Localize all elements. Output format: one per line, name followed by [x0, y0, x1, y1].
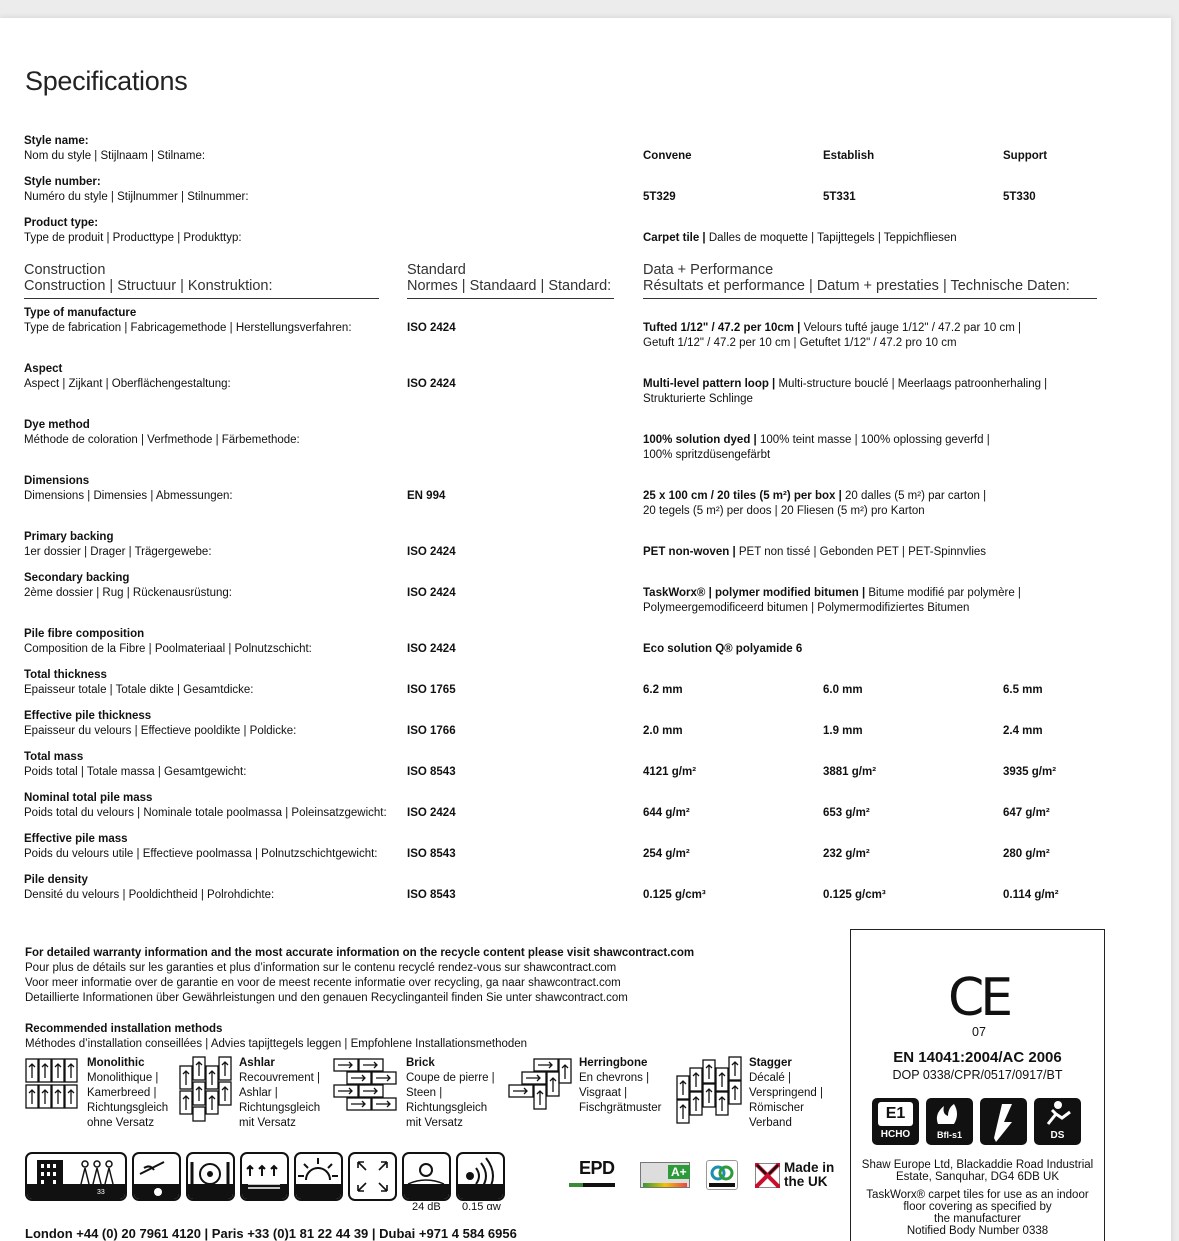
use-class-badge: 33	[97, 1189, 105, 1196]
row-standard: ISO 2424	[407, 643, 456, 655]
value-convene: 0.125 g/cm³	[643, 889, 706, 901]
style-number-label: Style number: Numéro du style | Stijlnummer | Stilnummer:	[24, 176, 249, 203]
row-label: Nominal total pile mass Poids total du velours | Nominale totale poolmassa | Poleinsatzgewicht:	[24, 792, 387, 819]
row-standard: ISO 1766	[407, 725, 456, 737]
ce-mark: CE	[948, 968, 1010, 1028]
rolling-load-icon	[348, 1152, 397, 1201]
value-establish: 653 g/m²	[823, 807, 870, 819]
product-type-label: Product type: Type de produit | Producttype | Produkttyp:	[24, 217, 242, 244]
row-standard: ISO 2424	[407, 546, 456, 558]
value-convene: 254 g/m²	[643, 848, 690, 860]
castor-chair-icon	[132, 1152, 181, 1201]
underfloor-heating-icon	[186, 1152, 235, 1201]
herringbone-pattern-icon	[508, 1058, 574, 1110]
stagger-pattern-icon	[676, 1056, 744, 1126]
row-label: Dye method Méthode de coloration | Verfmethode | Färbemethode:	[24, 419, 300, 446]
page-title: Specifications	[25, 66, 188, 96]
row-label: Pile density Densité du velours | Pooldichtheid | Polrohdichte:	[24, 874, 275, 901]
value-support: 647 g/m²	[1003, 807, 1050, 819]
standard-header: Standard Normes | Standaard | Standard:	[407, 262, 612, 294]
row-standard: ISO 8543	[407, 848, 456, 860]
row-standard: ISO 8543	[407, 889, 456, 901]
ce-year: 07	[972, 1025, 986, 1039]
slip-resistance-icon: DS	[1034, 1098, 1081, 1145]
style-name-convene: Convene	[643, 150, 692, 162]
warranty-text: For detailed warranty information and the most accurate information on the recycle content please visit shawcontract.com Pour plus de détails sur les garanties et plus d’information sur le contenu recyclé rendez-vous sur shawcontract.com Voor meer informatie over de garantie en voor de meest recente informatie over recycling, ga naar shawcontract.com Detaillierte Informationen über Gewährleistungen und den genauen Recyclinganteil finden Sie unter shawcontract.com	[25, 947, 695, 1004]
method-stagger: Stagger Décalé | Verspringend | Römischer Verband	[749, 1057, 823, 1129]
sound-absorption-icon	[456, 1152, 505, 1201]
row-standard: ISO 2424	[407, 378, 456, 390]
row-value: Multi-level pattern loop | Multi-structure bouclé | Meerlaags patroonherhaling | Strukturierte Schlinge	[643, 378, 1048, 405]
data-header: Data + Performance Résultats et performance | Datum + prestaties | Technische Daten:	[643, 262, 1070, 294]
row-label: Effective pile thickness Epaisseur du velours | Effectieve pooldikte | Poldicke:	[24, 710, 297, 737]
row-label: Aspect Aspect | Zijkant | Oberflächengestaltung:	[24, 363, 231, 390]
epd-logo-bar	[569, 1183, 615, 1187]
row-label: Secondary backing 2ème dossier | Rug | Rückenausrüstung:	[24, 572, 232, 599]
made-in-uk-label: Made in the UK	[784, 1160, 835, 1189]
value-establish: 0.125 g/cm³	[823, 889, 886, 901]
style-number-convene: 5T329	[643, 191, 676, 203]
row-label: Effective pile mass Poids du velours utile | Effectieve poolmassa | Polnutzschichtgewicht:	[24, 833, 378, 860]
value-establish: 1.9 mm	[823, 725, 863, 737]
method-herringbone: Herringbone En chevrons | Visgraat | Fischgrätmuster	[579, 1057, 662, 1114]
style-name-establish: Establish	[823, 150, 875, 162]
brick-pattern-icon	[333, 1058, 401, 1114]
row-standard: ISO 2424	[407, 587, 456, 599]
ce-standard: EN 14041:2004/AC 2006	[893, 1049, 1062, 1066]
value-establish: 232 g/m²	[823, 848, 870, 860]
value-convene: 2.0 mm	[643, 725, 683, 737]
method-monolithic: Monolithic Monolithique | Kamerbreed | Richtungsgleich ohne Versatz	[87, 1057, 169, 1129]
value-support: 0.114 g/m²	[1003, 889, 1059, 901]
row-value: Tufted 1/12" / 47.2 per 10cm | Velours tufté jauge 1/12" / 47.2 par 10 cm | Getuft 1/12" / 47.2 per 10 cm | Getuftet 1/12" / 47.2 pro 10 cm	[643, 322, 1021, 349]
value-support: 3935 g/m²	[1003, 766, 1057, 778]
row-value: TaskWorx® | polymer modified bitumen | Bitume modifié par polymère | Polymeergemodificeerd bitumen | Polymermodifiziertes Bitumen	[643, 587, 1021, 614]
construction-header: Construction Construction | Structuur | Konstruktion:	[24, 262, 273, 294]
ashlar-pattern-icon	[179, 1056, 233, 1124]
value-convene: 4121 g/m²	[643, 766, 697, 778]
row-standard: ISO 2424	[407, 807, 456, 819]
row-standard: ISO 2424	[407, 322, 456, 334]
impact-sound-value: 24 dB	[412, 1201, 441, 1213]
style-name-label: Style name: Nom du style | Stijlnaam | Stilname:	[24, 135, 206, 162]
sound-absorption-value: 0.15 αw	[462, 1201, 501, 1213]
indoor-air-aplus-logo: A+	[640, 1162, 690, 1188]
standard-rule	[407, 298, 614, 299]
cradle-to-cradle-logo	[706, 1160, 738, 1190]
row-value: 100% solution dyed | 100% teint masse | 100% oplossing geverfd | 100% spritzdüsengefärbt	[643, 434, 990, 461]
row-label: Primary backing 1er dossier | Drager | Trägergewebe:	[24, 531, 212, 558]
contact-numbers: London +44 (0) 20 7961 4120 | Paris +33 (0)1 81 22 44 39 | Dubai +971 4 584 6956	[25, 1226, 517, 1241]
manufacturer-address: Shaw Europe Ltd, Blackaddie Road Industrial Estate, Sanquhar, DG4 6DB UK	[861, 1159, 1094, 1183]
installation-header: Recommended installation methods Méthodes d’installation conseillées | Advies tapijttegels leggen | Empfohlene Installationsmethoden	[25, 1023, 528, 1050]
row-label: Pile fibre composition Composition de la Fibre | Poolmateriaal | Polnutzschicht:	[24, 628, 312, 655]
value-support: 280 g/m²	[1003, 848, 1050, 860]
product-type-value: Carpet tile | Dalles de moquette | Tapijttegels | Teppichfliesen	[643, 232, 957, 244]
value-establish: 6.0 mm	[823, 684, 863, 696]
row-standard: ISO 8543	[407, 766, 456, 778]
row-standard: ISO 1765	[407, 684, 456, 696]
row-label: Total thickness Epaisseur totale | Totale dikte | Gesamtdicke:	[24, 669, 254, 696]
style-number-support: 5T330	[1003, 191, 1036, 203]
value-support: 2.4 mm	[1003, 725, 1043, 737]
value-establish: 3881 g/m²	[823, 766, 877, 778]
antistatic-icon	[980, 1098, 1027, 1145]
product-use-note: TaskWorx® carpet tiles for use as an indoor floor covering as specified by the manufacturer Notified Body Number 0338	[866, 1189, 1089, 1237]
stair-use-icon	[240, 1152, 289, 1201]
impact-sound-icon	[402, 1152, 451, 1201]
row-label: Dimensions Dimensions | Dimensies | Abmessungen:	[24, 475, 233, 502]
ce-dop: DOP 0338/CPR/0517/0917/BT	[892, 1068, 1063, 1082]
e1-formaldehyde-icon: E1 HCHO	[872, 1098, 919, 1145]
row-label: Type of manufacture Type de fabrication | Fabricagemethode | Herstellungsverfahren:	[24, 307, 352, 334]
uk-flag-icon	[755, 1163, 780, 1188]
row-standard: EN 994	[407, 490, 446, 502]
data-rule	[643, 298, 1097, 299]
row-value: 25 x 100 cm / 20 tiles (5 m²) per box | 20 dalles (5 m²) par carton | 20 tegels (5 m²) per doos | 20 Fliesen (5 m²) pro Karton	[643, 490, 987, 517]
commercial-use-icon	[25, 1152, 127, 1201]
style-name-support: Support	[1003, 150, 1048, 162]
value-convene: 644 g/m²	[643, 807, 690, 819]
value-convene: 6.2 mm	[643, 684, 683, 696]
fire-rating-icon: Bfl-s1	[926, 1098, 973, 1145]
lightfastness-icon	[294, 1152, 343, 1201]
row-label: Total mass Poids total | Totale massa | Gesamtgewicht:	[24, 751, 247, 778]
style-number-establish: 5T331	[823, 191, 856, 203]
epd-logo: EPD	[579, 1158, 615, 1178]
method-ashlar: Ashlar Recouvrement | Ashlar | Richtungsgleich mit Versatz	[239, 1057, 321, 1129]
construction-rule	[24, 298, 379, 299]
row-value: Eco solution Q® polyamide 6	[643, 643, 803, 655]
monolithic-pattern-icon	[25, 1058, 79, 1110]
value-support: 6.5 mm	[1003, 684, 1043, 696]
row-value: PET non-woven | PET non tissé | Gebonden PET | PET-Spinnvlies	[643, 546, 987, 558]
method-brick: Brick Coupe de pierre | Steen | Richtungsgleich mit Versatz	[406, 1057, 495, 1129]
